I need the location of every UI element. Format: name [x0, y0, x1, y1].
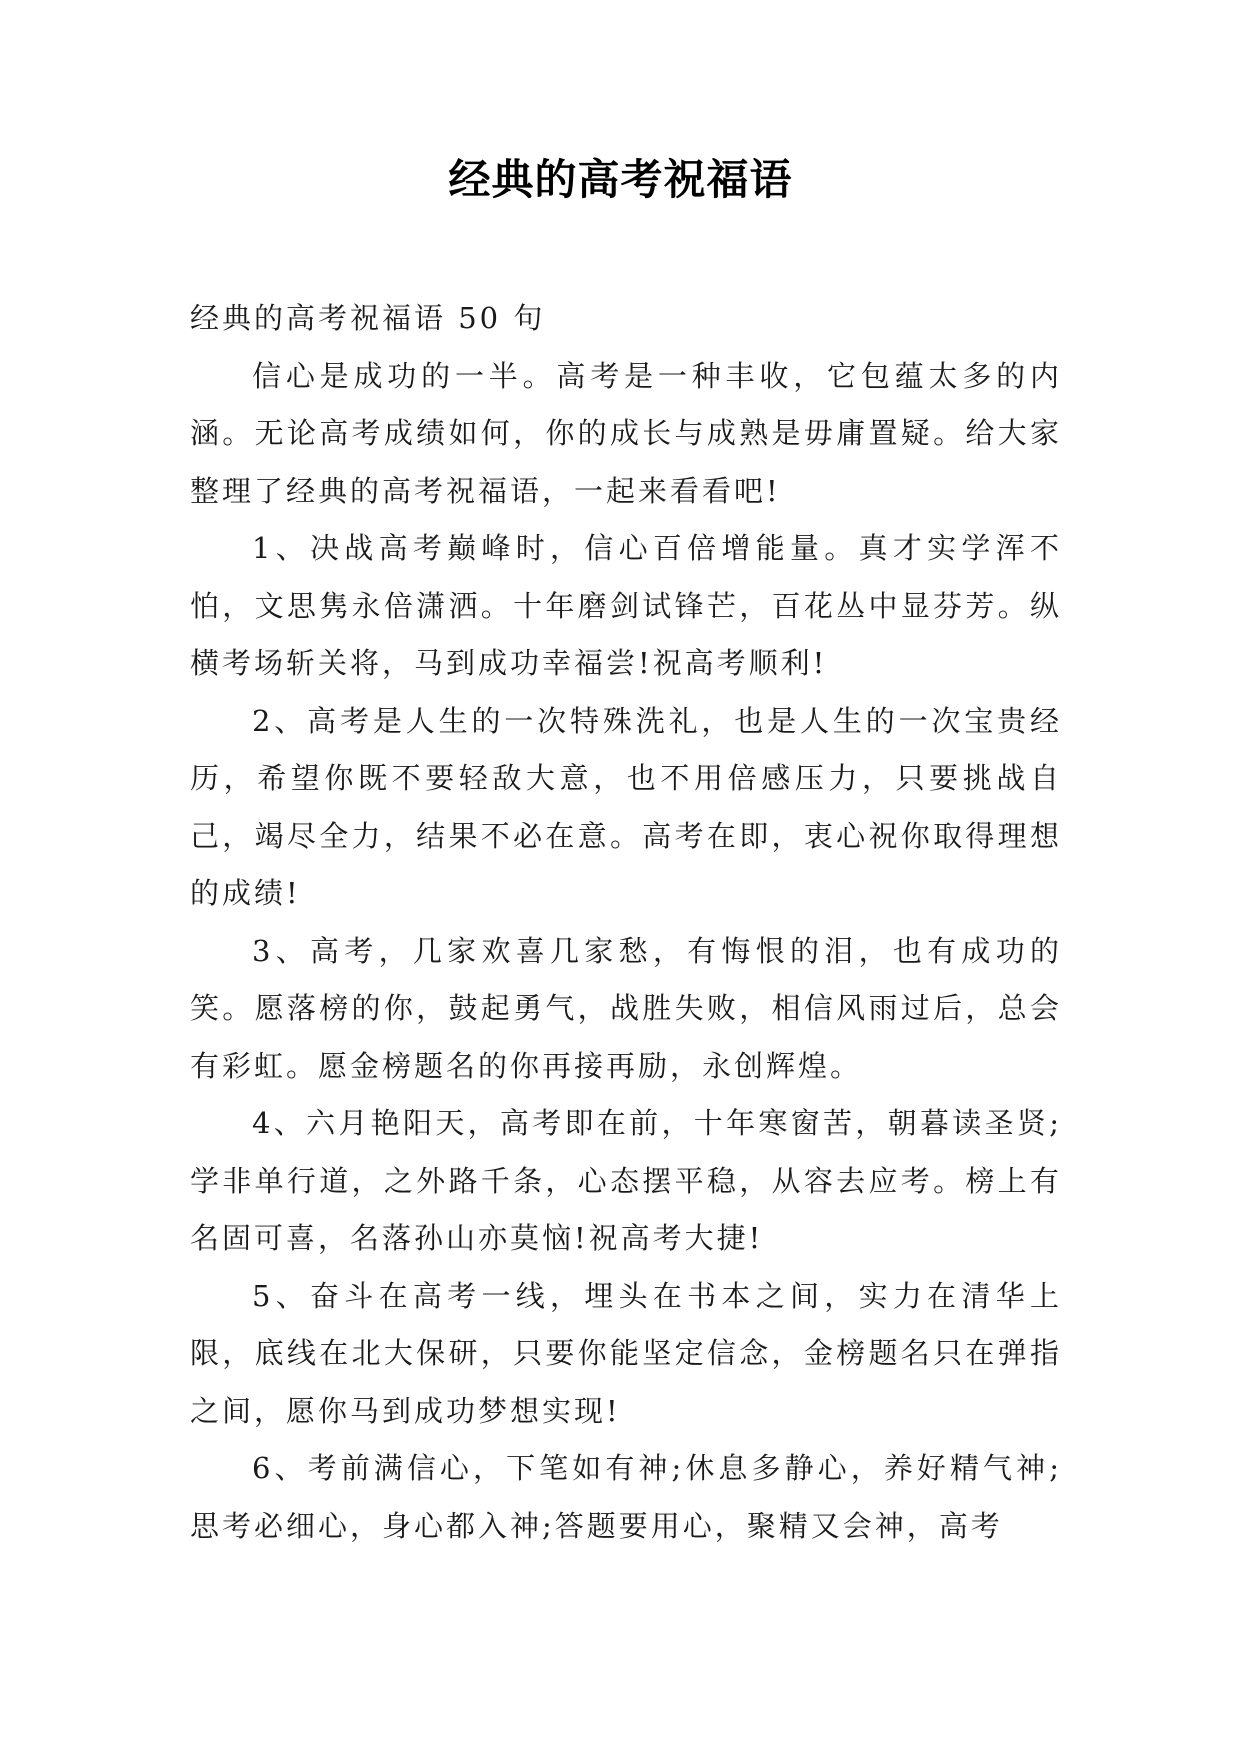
- document-title: 经典的高考祝福语: [448, 155, 793, 204]
- blessing-paragraph-6: 6、考前满信心，下笔如有神;休息多静心，养好精气神;思考必细心，身心都入神;答题要用心，聚精又会神，高考: [190, 1451, 1062, 1543]
- blessing-paragraph-2: 2、高考是人生的一次特殊洗礼，也是人生的一次宝贵经历，希望你既不要轻敌大意，也不用倍感压力，只要挑战自己，竭尽全力，结果不必在意。高考在即，衷心祝你取得理想的成绩!: [190, 703, 1062, 910]
- blessing-paragraph-5: 5、奋斗在高考一线，埋头在书本之间，实力在清华上限，底线在北大保研，只要你能坚定信念，金榜题名只在弹指之间，愿你马到成功梦想实现!: [190, 1278, 1062, 1428]
- document-body: [190, 290, 1062, 1555]
- document-subtitle: 经典的高考祝福语 50 句: [190, 301, 546, 335]
- intro-paragraph: 信心是成功的一半。高考是一种丰收，它包蕴太多的内涵。无论高考成绩如何，你的成长与成熟是毋庸置疑。给大家整理了经典的高考祝福语，一起来看看吧!: [190, 358, 1062, 508]
- blessing-paragraph-4: 4、六月艳阳天，高考即在前，十年寒窗苦，朝暮读圣贤;学非单行道，之外路千条，心态摆平稳，从容去应考。榜上有名固可喜，名落孙山亦莫恼!祝高考大捷!: [190, 1106, 1062, 1255]
- blessing-paragraph-1: 1、决战高考巅峰时，信心百倍增能量。真才实学浑不怕，文思隽永倍潇洒。十年磨剑试锋芒，百花丛中显芬芳。纵横考场斩关将，马到成功幸福尝!祝高考顺利!: [190, 531, 1062, 680]
- blessing-paragraph-3: 3、高考，几家欢喜几家愁，有悔恨的泪，也有成功的笑。愿落榜的你，鼓起勇气，战胜失败，相信风雨过后，总会有彩虹。愿金榜题名的你再接再励，永创辉煌。: [190, 933, 1062, 1083]
